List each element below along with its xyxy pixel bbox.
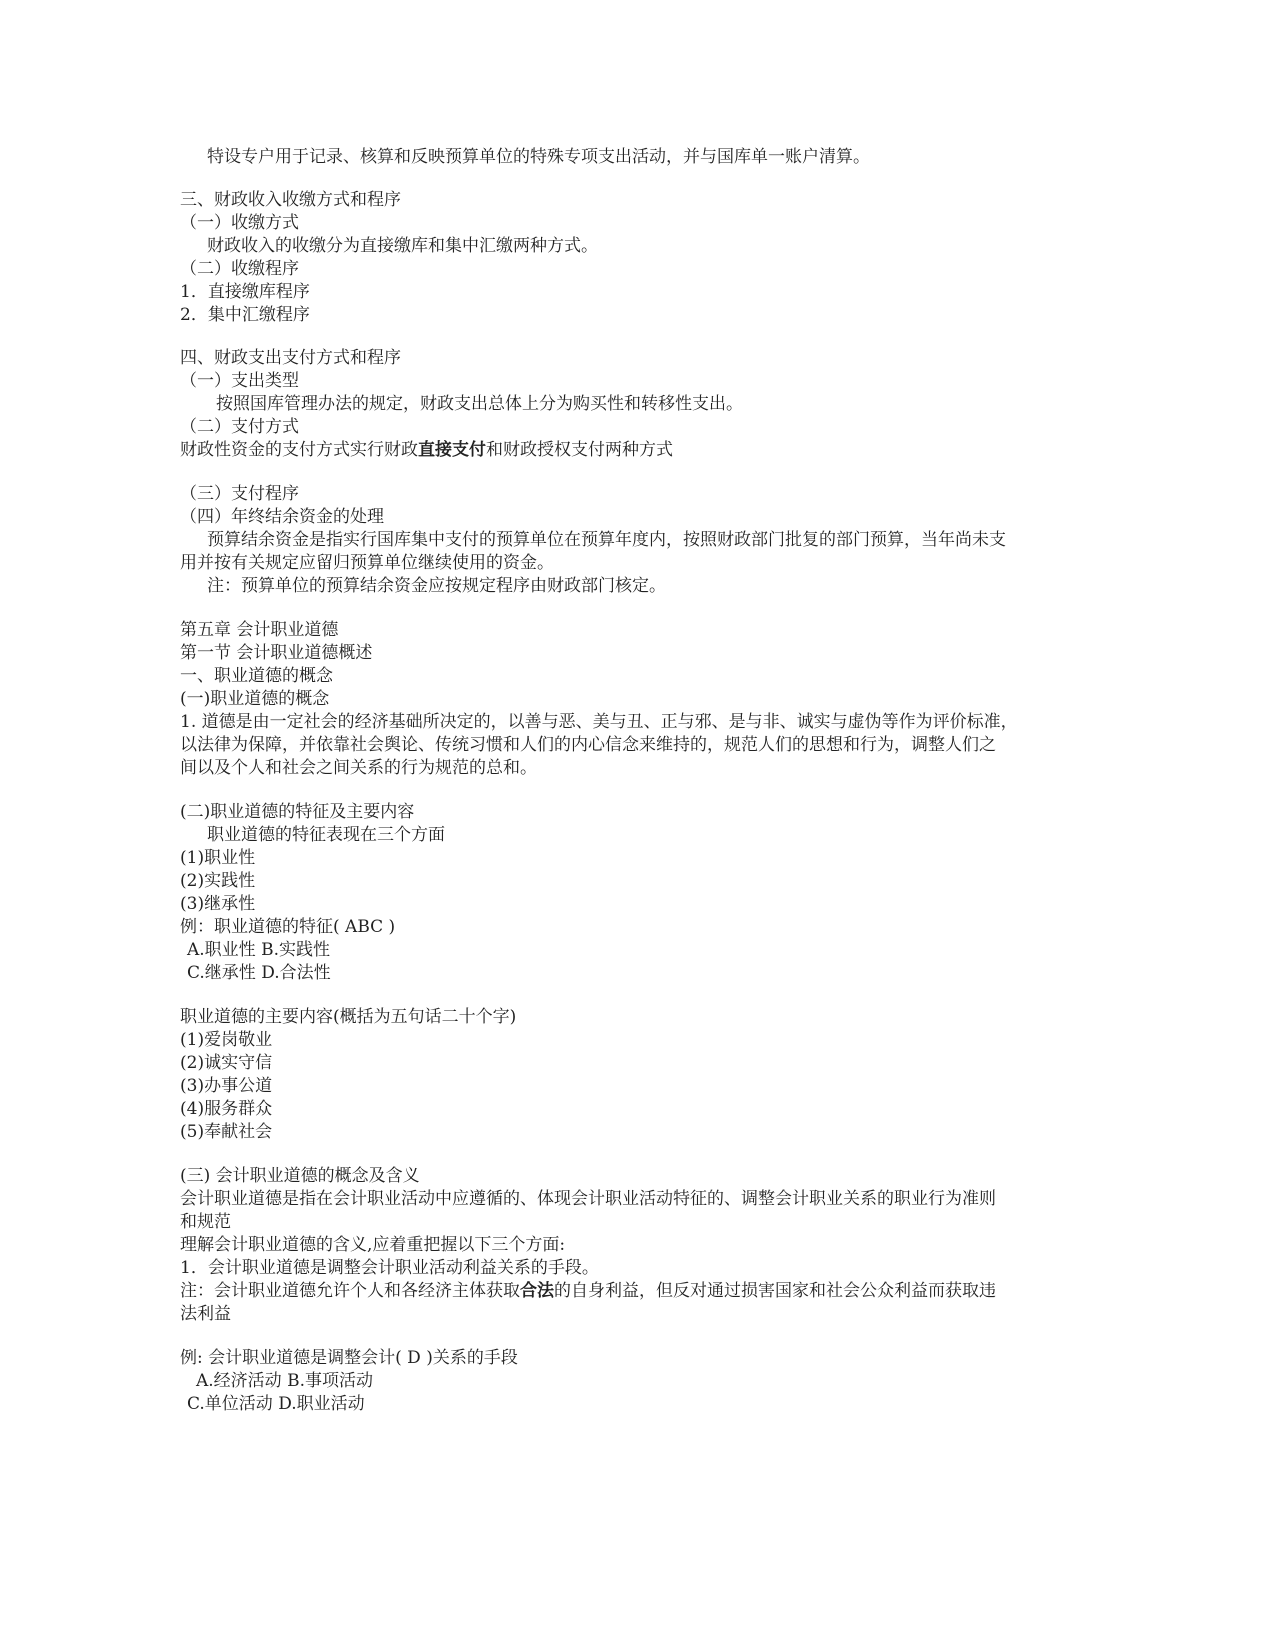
- section-heading: 三、财政收入收缴方式和程序: [180, 190, 401, 210]
- paragraph-line: 职业道德的特征表现在三个方面: [207, 825, 445, 845]
- paragraph-line: 职业道德的主要内容(概括为五句话二十个字): [180, 1007, 517, 1027]
- example-options: C.单位活动 D.职业活动: [187, 1394, 365, 1414]
- subsection-heading: （一）收缴方式: [180, 213, 299, 233]
- paragraph-line: 用并按有关规定应留归预算单位继续使用的资金。: [180, 553, 554, 573]
- chapter-title: 第五章 会计职业道德: [180, 620, 339, 640]
- example-options: A.职业性 B.实践性: [187, 940, 330, 960]
- list-item: (2)诚实守信: [180, 1053, 273, 1073]
- example-question: 例：职业道德的特征( ABC ): [180, 917, 396, 937]
- section-heading: 四、财政支出支付方式和程序: [180, 348, 401, 368]
- text-run: 注：会计职业道德允许个人和各经济主体获取: [180, 1281, 520, 1301]
- paragraph-line: [180, 438, 673, 462]
- subsection-heading: （二）收缴程序: [180, 259, 299, 279]
- section-title: 第一节 会计职业道德概述: [180, 643, 373, 663]
- paragraph-line: 按照国库管理办法的规定，财政支出总体上分为购买性和转移性支出。: [216, 394, 743, 414]
- subsection-heading: (一)职业道德的概念: [180, 689, 330, 709]
- note-line: 注：预算单位的预算结余资金应按规定程序由财政部门核定。: [207, 576, 666, 596]
- text-run: 的自身利益，但反对通过损害国家和社会公众利益而获取违: [554, 1281, 996, 1301]
- list-item: (1)职业性: [180, 848, 256, 868]
- paragraph-line: 理解会计职业道德的含义,应着重把握以下三个方面:: [180, 1235, 566, 1255]
- list-item: 1．会计职业道德是调整会计职业活动利益关系的手段。: [180, 1258, 599, 1278]
- paragraph-line: 以法律为保障，并依靠社会舆论、传统习惯和人们的内心信念来维持的，规范人们的思想和行为，调整人们之: [180, 735, 996, 755]
- paragraph-line: 会计职业道德是指在会计职业活动中应遵循的、体现会计职业活动特征的、调整会计职业关系的职业行为准则: [180, 1189, 996, 1209]
- example-options: A.经济活动 B.事项活动: [196, 1371, 373, 1391]
- subsection-heading: （四）年终结余资金的处理: [180, 507, 384, 527]
- subsection-heading: （一）支出类型: [180, 371, 299, 391]
- list-item: (3)继承性: [180, 894, 256, 914]
- paragraph-line: 财政收入的收缴分为直接缴库和集中汇缴两种方式。: [207, 236, 598, 256]
- text-run: 和财政授权支付两种方式: [486, 440, 673, 460]
- note-line: [180, 1279, 996, 1303]
- example-question: 例: 会计职业道德是调整会计( D )关系的手段: [180, 1348, 518, 1368]
- paragraph-line: 和规范: [180, 1212, 231, 1232]
- subsection-heading: (二)职业道德的特征及主要内容: [180, 802, 415, 822]
- note-line: 法利益: [180, 1304, 231, 1324]
- subsection-heading: （三）支付程序: [180, 484, 299, 504]
- bold-term: 合法: [520, 1281, 554, 1301]
- paragraph-line: 预算结余资金是指实行国库集中支付的预算单位在预算年度内，按照财政部门批复的部门预算，当年尚未支: [207, 530, 1006, 550]
- subsection-heading: (三) 会计职业道德的概念及含义: [180, 1166, 420, 1186]
- list-item: (3)办事公道: [180, 1076, 273, 1096]
- list-item: (4)服务群众: [180, 1099, 273, 1119]
- paragraph-line: 间以及个人和社会之间关系的行为规范的总和。: [180, 758, 537, 778]
- paragraph-line: 特设专户用于记录、核算和反映预算单位的特殊专项支出活动，并与国库单一账户清算。: [207, 147, 870, 167]
- section-heading: 一、职业道德的概念: [180, 666, 333, 686]
- example-options: C.继承性 D.合法性: [187, 963, 331, 983]
- paragraph-line: 1. 道德是由一定社会的经济基础所决定的，以善与恶、美与丑、正与邪、是与非、诚实与虚伪等作为评价标准，: [180, 712, 1018, 732]
- text-run: 财政性资金的支付方式实行财政: [180, 440, 418, 460]
- list-item: (2)实践性: [180, 871, 256, 891]
- list-item: (5)奉献社会: [180, 1122, 273, 1142]
- bold-term: 直接支付: [418, 440, 486, 460]
- subsection-heading: （二）支付方式: [180, 417, 299, 437]
- list-item: 2．集中汇缴程序: [180, 305, 310, 325]
- list-item: 1．直接缴库程序: [180, 282, 310, 302]
- list-item: (1)爱岗敬业: [180, 1030, 273, 1050]
